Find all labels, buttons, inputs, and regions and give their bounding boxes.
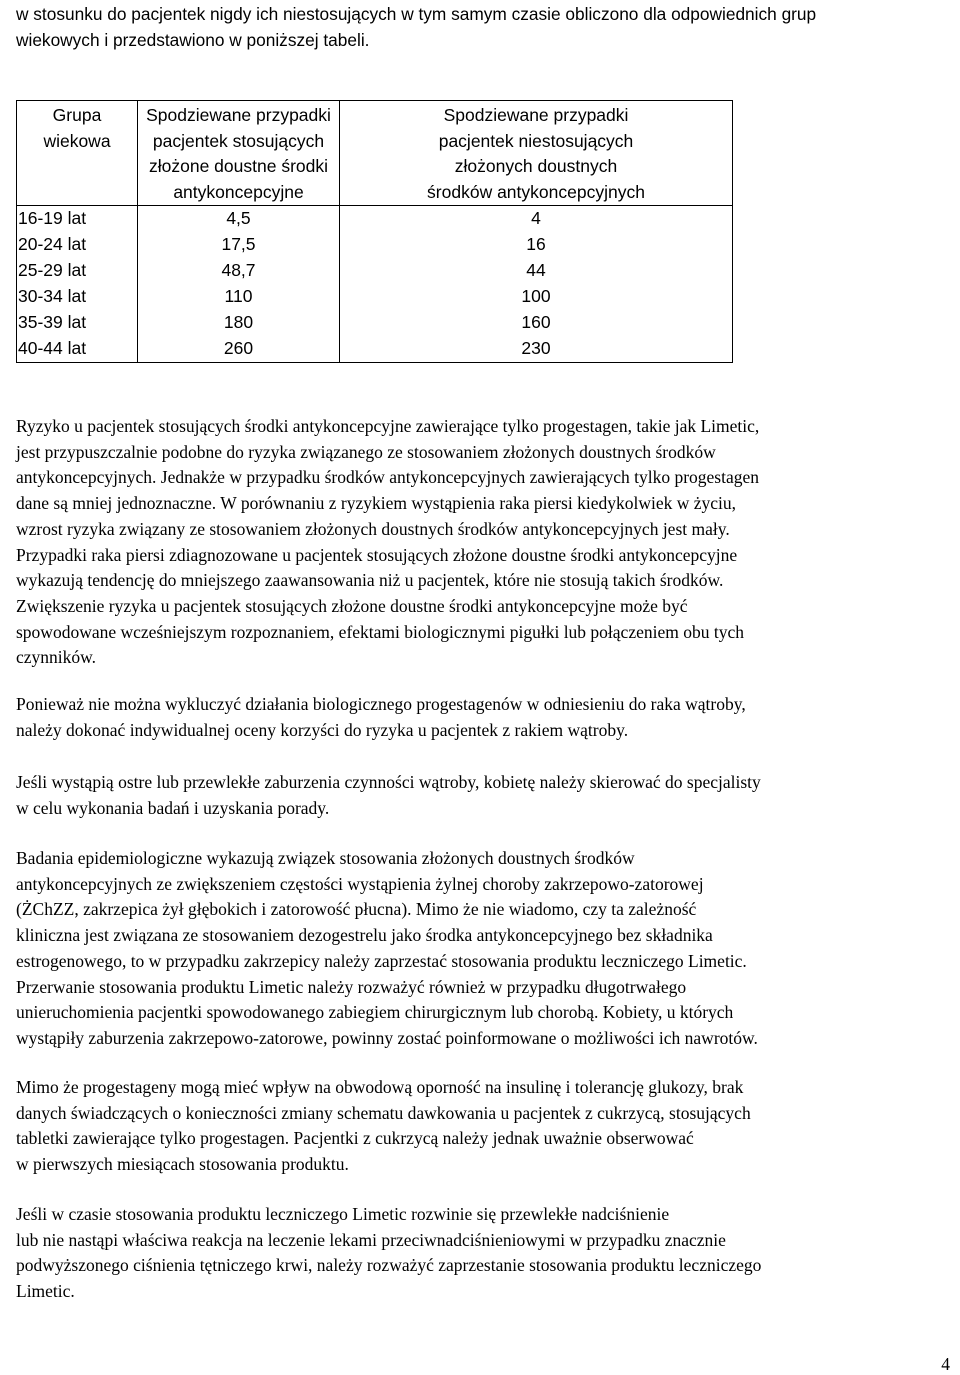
non-users-cell: 230	[340, 336, 733, 363]
text-line: spowodowane wcześniejszym rozpoznaniem, efektami biologicznymi pigułki lub połączeniem obu tych	[16, 621, 744, 642]
paragraph-liver-disorders	[16, 770, 948, 821]
age-group-table	[16, 100, 733, 363]
text-line: w pierwszych miesiącach stosowania produktu.	[16, 1154, 349, 1175]
text-line: Przypadki raka piersi zdiagnozowane u pacjentek stosujących złożone doustne środki antykoncepcyjne	[16, 544, 738, 565]
age-cell: 40-44 lat	[17, 336, 138, 363]
text-line: Ryzyko u pacjentek stosujących środki antykoncepcyjne zawierające tylko progestagen, takie jak Limetic,	[16, 416, 760, 436]
paragraph-hypertension	[16, 1202, 948, 1305]
non-users-cell: 44	[340, 258, 733, 284]
non-users-cell: 160	[340, 310, 733, 336]
table-row	[17, 232, 733, 258]
intro-line: wiekowych i przedstawiono w poniższej tabeli.	[16, 29, 370, 50]
table-header-row	[17, 101, 733, 206]
table-row	[17, 310, 733, 336]
header-non-users-cases: Spodziewane przypadki pacjentek niestosujących złożonych doustnych środków antykoncepcyjnych	[340, 101, 733, 206]
text-line: czynników.	[16, 647, 97, 668]
text-line: lub nie nastąpi właściwa reakcja na leczenie lekami przeciwnadciśnieniowymi w przypadku znacznie	[16, 1229, 726, 1250]
text-line: jest przypuszczalnie podobne do ryzyka związanego ze stosowaniem złożonych doustnych środków	[16, 441, 716, 462]
age-cell: 20-24 lat	[17, 232, 138, 258]
non-users-cell: 16	[340, 232, 733, 258]
text-line: tabletki zawierające tylko progestagen. Pacjentki z cukrzycą należy jednak uważnie obserwować	[16, 1128, 694, 1149]
users-cell: 17,5	[138, 232, 340, 258]
users-cell: 110	[138, 284, 340, 310]
non-users-cell: 100	[340, 284, 733, 310]
users-cell: 4,5	[138, 206, 340, 233]
table-row	[17, 284, 733, 310]
age-cell: 35-39 lat	[17, 310, 138, 336]
text-line: wzrost ryzyka związany ze stosowaniem złożonych doustnych środków antykoncepcyjnych jest mały.	[16, 518, 730, 539]
paragraph-venous-thromboembolism	[16, 846, 948, 1052]
paragraph-diabetes	[16, 1075, 948, 1178]
text-line: kliniczna jest związana ze stosowaniem dezogestrelu jako środka antykoncepcyjnego bez składnika	[16, 925, 713, 946]
text-line: unieruchomienia pacjentki spowodowanego zabiegiem chirurgicznym lub chorobą. Kobiety, u których	[16, 1002, 734, 1023]
table-row	[17, 336, 733, 363]
header-users-cases: Spodziewane przypadki pacjentek stosujących złożone doustne środki antykoncepcyjne	[138, 101, 340, 206]
text-line: wystąpiły zaburzenia zakrzepowo-zatorowe, powinny zostać poinformowane o możliwości ich nawrotów.	[16, 1027, 758, 1048]
paragraph-breast-cancer-risk	[16, 414, 948, 671]
text-line: antykoncepcyjnych ze zwiększeniem częstości wystąpienia żylnej choroby zakrzepowo-zatorowej	[16, 873, 704, 894]
text-line: podwyższonego ciśnienia tętniczego krwi, należy rozważyć zaprzestanie stosowania produktu leczniczego	[16, 1255, 762, 1276]
text-line: Jeśli wystąpią ostre lub przewlekłe zaburzenia czynności wątroby, kobietę należy skierować do specjalisty	[16, 772, 761, 792]
users-cell: 180	[138, 310, 340, 336]
page-number: 4	[941, 1354, 950, 1374]
header-age-group: Grupa wiekowa	[17, 101, 138, 206]
table-row	[17, 206, 733, 233]
text-line: Ponieważ nie można wykluczyć działania biologicznego progestagenów w odniesieniu do raka wątroby,	[16, 694, 746, 714]
text-line: Przerwanie stosowania produktu Limetic należy rozważyć również w przypadku długotrwałego	[16, 976, 687, 997]
users-cell: 48,7	[138, 258, 340, 284]
text-line: wykazują tendencję do mniejszego zaawansowania niż u pacjentek, które nie stosują takich środków.	[16, 570, 724, 591]
text-line: Jeśli w czasie stosowania produktu leczniczego Limetic rozwinie się przewlekłe nadciśnienie	[16, 1204, 670, 1224]
users-cell: 260	[138, 336, 340, 363]
intro-paragraph	[16, 2, 948, 53]
text-line: w celu wykonania badań i uzyskania porady.	[16, 797, 330, 818]
age-cell: 25-29 lat	[17, 258, 138, 284]
text-line: Zwiększenie ryzyka u pacjentek stosujących złożone doustne środki antykoncepcyjne może być	[16, 595, 688, 616]
text-line: dane są mniej jednoznaczne. W porównaniu z ryzykiem wystąpienia raka piersi kiedykolwiek w życiu,	[16, 493, 737, 514]
text-line: Limetic.	[16, 1281, 75, 1302]
age-cell: 16-19 lat	[17, 206, 138, 233]
text-line: Badania epidemiologiczne wykazują związek stosowania złożonych doustnych środków	[16, 848, 635, 868]
table-row	[17, 258, 733, 284]
paragraph-liver-cancer	[16, 692, 948, 743]
text-line: danych świadczących o konieczności zmiany schematu dawkowania u pacjentek z cukrzycą, stosujących	[16, 1102, 751, 1123]
text-line: Mimo że progestageny mogą mieć wpływ na obwodową oporność na insulinę i tolerancję glukozy, brak	[16, 1077, 744, 1097]
intro-line: w stosunku do pacjentek nigdy ich niestosujących w tym samym czasie obliczono dla odpowiednich grup	[16, 4, 817, 24]
age-cell: 30-34 lat	[17, 284, 138, 310]
text-line: (ŻChZZ, zakrzepica żył głębokich i zatorowość płucna). Mimo że nie wiadomo, czy ta zależność	[16, 899, 697, 920]
text-line: należy dokonać indywidualnej oceny korzyści do ryzyka u pacjentek z rakiem wątroby.	[16, 719, 629, 740]
text-line: antykoncepcyjnych. Jednakże w przypadku środków antykoncepcyjnych zawierających tylko progestagen	[16, 467, 759, 488]
non-users-cell: 4	[340, 206, 733, 233]
text-line: estrogenowego, to w przypadku zakrzepicy należy zaprzestać stosowania produktu leczniczego Limetic.	[16, 950, 747, 971]
